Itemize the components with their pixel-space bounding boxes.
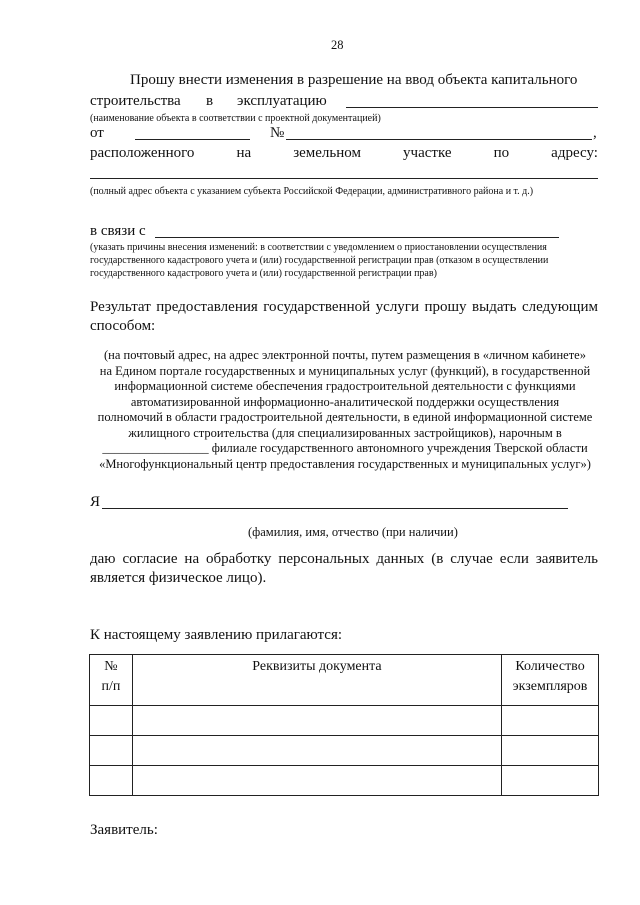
- result-hint-line: полномочий в области градостроительной деятельности, в единой информационной системе: [97, 410, 593, 424]
- column-header-quantity: Количество экземпляров: [502, 655, 599, 706]
- table-cell-number[interactable]: [90, 736, 133, 766]
- location-word: расположенного: [90, 145, 195, 161]
- intro-word-v: в: [206, 93, 214, 109]
- table-cell-details[interactable]: [132, 766, 501, 796]
- result-heading-line-1: Результат предоставления государственной услуги прошу выдать следующим: [90, 299, 598, 315]
- table-cell-number[interactable]: [90, 766, 133, 796]
- location-word: по: [493, 145, 510, 161]
- location-line: [90, 145, 598, 162]
- result-hint-line: (на почтовый адрес, на адрес электронной почты, путем размещения в «личном кабинете»: [103, 348, 586, 362]
- reason-field[interactable]: [155, 237, 559, 238]
- table-row: [90, 766, 599, 796]
- location-word: адресу:: [551, 145, 598, 161]
- table-cell-details[interactable]: [132, 706, 501, 736]
- from-label: от: [90, 125, 104, 141]
- table-row: [90, 706, 599, 736]
- location-word: на: [236, 145, 252, 161]
- column-header-details: Реквизиты документа: [132, 655, 501, 706]
- result-heading-line-2: способом:: [90, 318, 156, 334]
- fio-hint: (фамилия, имя, отчество (при наличии): [248, 525, 458, 539]
- attachments-heading: К настоящему заявлению прилагаются:: [90, 627, 343, 643]
- address-field[interactable]: [90, 178, 598, 179]
- reason-hint: [90, 241, 602, 280]
- intro-word-exploitation: эксплуатацию: [237, 93, 327, 109]
- page-number: 28: [331, 38, 344, 52]
- intro-line-1: Прошу внести изменения в разрешение на ввод объекта капитального: [130, 72, 578, 88]
- table-header-row: [90, 655, 599, 706]
- location-word: земельном: [293, 145, 361, 161]
- location-word: участке: [403, 145, 452, 161]
- date-field[interactable]: [135, 139, 250, 140]
- object-name-field[interactable]: [346, 107, 598, 108]
- result-hint-line: информационной системе обеспечения градостроительной деятельности с функциями: [114, 379, 576, 393]
- result-hint-line: на Едином портале государственных и муниципальных услуг (функций), в государственной: [99, 363, 591, 378]
- i-label: Я: [90, 494, 101, 510]
- permit-number-field[interactable]: [286, 139, 592, 140]
- consent-line-2: является физическое лицо).: [90, 570, 267, 586]
- address-hint: (полный адрес объекта с указанием субъекта Российской Федерации, административного района и т. д.): [90, 186, 534, 197]
- table-row: [90, 736, 599, 766]
- applicant-fio-field[interactable]: [102, 508, 568, 509]
- column-header-number: № п/п: [90, 655, 133, 706]
- mfc-branch-blank[interactable]: _________________: [102, 441, 209, 455]
- table-cell-quantity[interactable]: [502, 766, 599, 796]
- reason-label: в связи с: [90, 223, 146, 239]
- result-hint-line: автоматизированной информационно-аналитической поддержки осуществления: [130, 394, 560, 409]
- reason-hint-line: государственного кадастрового учета и (или) государственной регистрации прав): [90, 268, 437, 279]
- reason-hint-line: (указать причины внесения изменений: в соответствии с уведомлением о приостановлении осуществления: [90, 242, 547, 253]
- result-method-hint: [90, 348, 600, 472]
- table-cell-details[interactable]: [132, 736, 501, 766]
- table-cell-number[interactable]: [90, 706, 133, 736]
- number-label: №: [270, 125, 285, 141]
- number-comma: ,: [593, 125, 597, 141]
- consent-line-1: даю согласие на обработку персональных данных (в случае если заявитель: [90, 551, 598, 567]
- table-cell-quantity[interactable]: [502, 706, 599, 736]
- object-name-hint: (наименование объекта в соответствии с проектной документацией): [90, 113, 381, 124]
- reason-hint-line: государственного кадастрового учета и (или) государственной регистрации прав (отказом в осуществлении: [90, 255, 549, 266]
- result-hint-line: _________________ филиале государственного автономного учреждения Тверской области: [102, 441, 588, 455]
- attachments-table: [89, 654, 599, 796]
- intro-word-construction: строительства: [90, 93, 181, 109]
- table-cell-quantity[interactable]: [502, 736, 599, 766]
- result-hint-line: жилищного строительства (для специализированных застройщиков), нарочным в: [128, 425, 562, 440]
- result-hint-line: «Многофункциональный центр предоставления государственных и муниципальных услуг»): [99, 456, 591, 471]
- applicant-label: Заявитель:: [90, 822, 158, 838]
